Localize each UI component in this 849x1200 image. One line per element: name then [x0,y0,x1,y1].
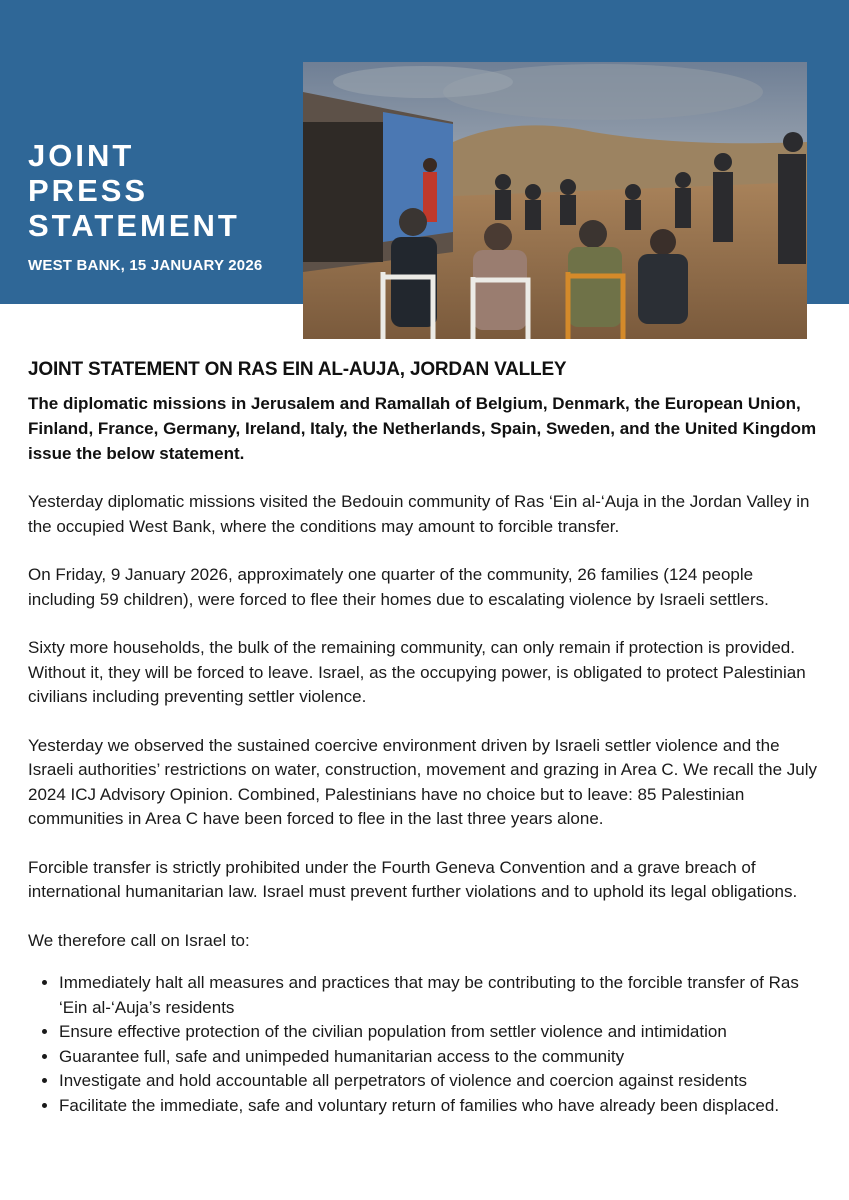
banner-subtitle: WEST BANK, 15 JANUARY 2026 [28,257,263,274]
paragraph: Yesterday we observed the sustained coercive environment driven by Israeli settler violence and the Israeli authorities’ restrictions on water, construction, movement and grazing in Area C. We recall the July 2024 ICJ Advisory Opinion. Combined, Palestinians have no choice but to leave: 85 Palestinian communities in Area C have been forced to flee in the last three years alone. [28,735,817,828]
list-item: • Guarantee full, safe and unimpeded humanitarian access to the community [59,1045,823,1070]
paragraph: Forcible transfer is strictly prohibited under the Fourth Geneva Convention and a grave breach of international humanitarian law. Israel must prevent further violations and to uphold its legal obligations. [28,857,798,901]
paragraph: We therefore call on Israel to: [28,930,250,950]
header-photo [303,62,807,339]
banner-title-line: JOINT [28,138,135,173]
paragraph: Sixty more households, the bulk of the remaining community, can only remain if protection is provided. Without it, they will be forced to leave. Israel, as the occupying power, is obligated to protect Palestinian civilians including preventing settler violence. [28,638,806,706]
list-item: • Facilitate the immediate, safe and voluntary return of families who have already been displaced. [59,1094,823,1119]
lead-paragraph: The diplomatic missions in Jerusalem and Ramallah of Belgium, Denmark, the European Union, Finland, France, Germany, Ireland, Italy, the Netherlands, Spain, Sweden, and the United Kingdom issue the below statement. [28,394,817,463]
list-item: • Investigate and hold accountable all perpetrators of violence and coercion against residents [59,1069,823,1094]
photo-illustration [303,62,807,339]
demands-list [28,971,823,1118]
paragraph: On Friday, 9 January 2026, approximately one quarter of the community, 26 families (124 people including 59 children), were forced to flee their homes due to escalating violence by Israeli settlers. [28,565,769,609]
banner-title-line: STATEMENT [28,208,240,243]
statement-body [28,357,823,1118]
list-item: • Ensure effective protection of the civilian population from settler violence and intimidation [59,1020,823,1045]
paragraph: Yesterday diplomatic missions visited the Bedouin community of Ras ‘Ein al-‘Auja in the Jordan Valley in the occupied West Bank, where the conditions may amount to forcible transfer. [28,492,810,536]
banner-title-line: PRESS [28,173,149,208]
list-item: • Immediately halt all measures and practices that may be contributing to the forcible transfer of Ras ‘Ein al-‘Auja’s residents [59,971,823,1020]
banner-title [28,138,240,243]
statement-heading: JOINT STATEMENT ON RAS EIN AL-AUJA, JORDAN VALLEY [28,359,567,380]
